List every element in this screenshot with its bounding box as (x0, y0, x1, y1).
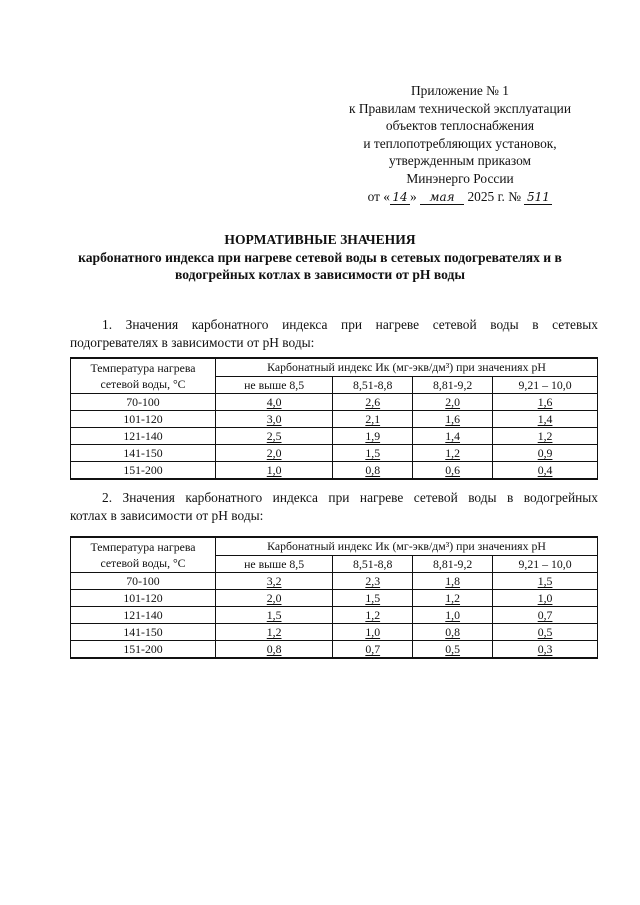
header-temperature: Температура нагрева сетевой воды, °С (71, 358, 216, 394)
header-ph-col: 8,81-9,2 (413, 556, 493, 573)
value-cell: 2,0 (216, 445, 333, 462)
order-number: 511 (524, 191, 552, 205)
temp-cell: 151-200 (71, 462, 216, 480)
header-carbonate-index: Карбонатный индекс Ик (мг-экв/дм³) при значениях pH (216, 537, 598, 556)
document-title: НОРМАТИВНЫЕ ЗНАЧЕНИЯ (224, 232, 416, 247)
approval-block (330, 82, 590, 205)
date-prefix: от « (367, 188, 391, 204)
value-cell: 1,6 (493, 394, 598, 411)
value-cell: 1,8 (413, 573, 493, 590)
value-cell: 2,6 (333, 394, 413, 411)
table-row (71, 462, 598, 480)
approval-line: утвержденным приказом (389, 153, 531, 169)
temp-cell: 101-120 (71, 590, 216, 607)
header-ph-col: не выше 8,5 (216, 377, 333, 394)
value-cell: 2,3 (333, 573, 413, 590)
section-2-line-1: 2. Значения карбонатного индекса при нагреве сетевой воды в водогрейных (102, 490, 598, 505)
value-cell: 0,7 (493, 607, 598, 624)
value-cell: 1,5 (216, 607, 333, 624)
value-cell: 0,8 (413, 624, 493, 641)
value-cell: 0,8 (216, 641, 333, 659)
value-cell: 2,5 (216, 428, 333, 445)
table-row (71, 641, 598, 659)
value-cell: 4,0 (216, 394, 333, 411)
temp-cell: 141-150 (71, 624, 216, 641)
value-cell: 1,6 (413, 411, 493, 428)
value-cell: 2,1 (333, 411, 413, 428)
temp-cell: 121-140 (71, 607, 216, 624)
approval-date-line (330, 188, 590, 206)
section-1-line-2: подогревателях в зависимости от pH воды: (70, 334, 315, 350)
date-month: мая (420, 191, 464, 205)
header-temperature: Температура нагрева сетевой воды, °С (71, 537, 216, 573)
approval-line: объектов теплоснабжения (385, 118, 535, 134)
table-row (71, 624, 598, 641)
header-ph-col: 9,21 – 10,0 (493, 556, 598, 573)
table-row (71, 445, 598, 462)
value-cell: 1,2 (333, 607, 413, 624)
table-row (71, 590, 598, 607)
temp-cell: 70-100 (71, 394, 216, 411)
document-subtitle: карбонатного индекса при нагреве сетевой воды в сетевых подогревателях и в водогрейных котлах в зависимости от pH воды (78, 249, 562, 283)
value-cell: 1,4 (493, 411, 598, 428)
header-carbonate-index: Карбонатный индекс Ик (мг-экв/дм³) при значениях pH (216, 358, 598, 377)
section-2-text (70, 489, 598, 524)
header-ph-col: 8,51-8,8 (333, 556, 413, 573)
date-year: 2025 г. № (467, 188, 522, 204)
value-cell: 0,3 (493, 641, 598, 659)
table-row (71, 428, 598, 445)
approval-line: к Правилам технической эксплуатации (348, 100, 572, 116)
header-ph-col: 8,81-9,2 (413, 377, 493, 394)
temp-cell: 151-200 (71, 641, 216, 659)
value-cell: 0,8 (333, 462, 413, 480)
table-network-heaters (70, 357, 598, 480)
section-1-text (70, 316, 598, 351)
value-cell: 3,2 (216, 573, 333, 590)
header-ph-col: 9,21 – 10,0 (493, 377, 598, 394)
approval-line: Минэнерго России (406, 170, 514, 186)
document-heading (40, 231, 600, 284)
temp-cell: 121-140 (71, 428, 216, 445)
table-row (71, 411, 598, 428)
temp-cell: 141-150 (71, 445, 216, 462)
value-cell: 0,5 (493, 624, 598, 641)
section-2-line-2: котлах в зависимости от pH воды: (70, 507, 264, 523)
table-row (71, 394, 598, 411)
value-cell: 2,0 (413, 394, 493, 411)
value-cell: 2,0 (216, 590, 333, 607)
temp-cell: 70-100 (71, 573, 216, 590)
value-cell: 1,0 (333, 624, 413, 641)
approval-line: и теплопотребляющих установок, (363, 135, 557, 151)
value-cell: 0,6 (413, 462, 493, 480)
table-hot-water-boilers (70, 536, 598, 659)
value-cell: 1,4 (413, 428, 493, 445)
value-cell: 0,9 (493, 445, 598, 462)
table-row (71, 607, 598, 624)
appendix-number: Приложение № 1 (410, 83, 510, 98)
section-1-line-1: 1. Значения карбонатного индекса при нагреве сетевой воды в сетевых (102, 317, 598, 332)
value-cell: 0,7 (333, 641, 413, 659)
date-mid: » (410, 188, 417, 204)
header-ph-col: 8,51-8,8 (333, 377, 413, 394)
value-cell: 3,0 (216, 411, 333, 428)
value-cell: 1,5 (493, 573, 598, 590)
value-cell: 1,5 (333, 590, 413, 607)
value-cell: 1,2 (493, 428, 598, 445)
date-day: 14 (390, 191, 410, 205)
value-cell: 1,2 (413, 445, 493, 462)
header-ph-col: не выше 8,5 (216, 556, 333, 573)
value-cell: 1,5 (333, 445, 413, 462)
value-cell: 1,9 (333, 428, 413, 445)
value-cell: 1,2 (413, 590, 493, 607)
value-cell: 1,0 (493, 590, 598, 607)
value-cell: 0,5 (413, 641, 493, 659)
table-row (71, 573, 598, 590)
value-cell: 0,4 (493, 462, 598, 480)
temp-cell: 101-120 (71, 411, 216, 428)
value-cell: 1,0 (216, 462, 333, 480)
value-cell: 1,2 (216, 624, 333, 641)
value-cell: 1,0 (413, 607, 493, 624)
